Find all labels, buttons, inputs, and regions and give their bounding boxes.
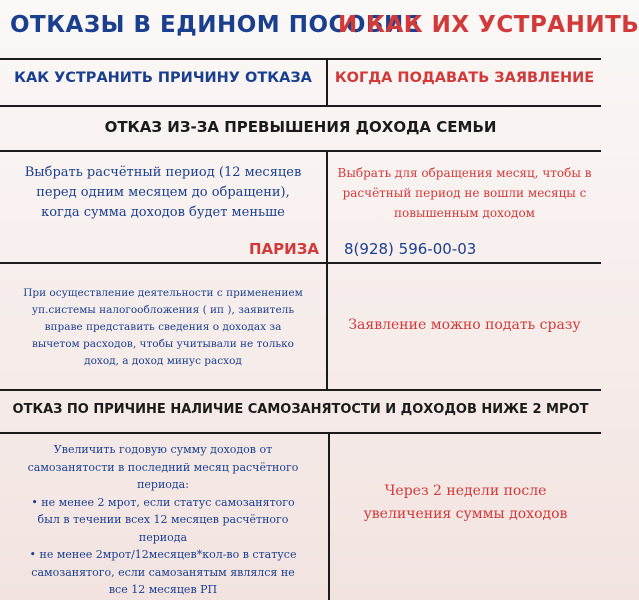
section1-row1-left-line: когда сумма доходов будет меньше [41, 205, 285, 220]
section1-heading: ОТКАЗ ИЗ-ЗА ПРЕВЫШЕНИЯ ДОХОДА СЕМЬИ [104, 118, 497, 136]
section2-right [330, 480, 601, 526]
section1-row2-left-line: вычетом расходов, чтобы учитывали не только [31, 338, 295, 350]
section2-left-line: • не менее 2мрот/12месяцев*кол-во в статусе [29, 548, 297, 561]
section1-row2-left-line: При осуществление деятельности с применением [23, 287, 303, 299]
column-header-right: КОГДА ПОДАВАТЬ ЗАЯВЛЕНИЕ [334, 70, 595, 86]
section1-row1-left-line: Выбрать расчётный период (12 месяцев [24, 165, 302, 180]
section1-row2-right: Заявление можно подать сразу [348, 317, 581, 333]
divider-section2-top [0, 389, 601, 391]
title-part-2: И КАК ИХ УСТРАНИТЬ [338, 12, 639, 38]
section2-heading: ОТКАЗ ПО ПРИЧИНЕ НАЛИЧИЕ САМОЗАНЯТОСТИ И ДОХОДОВ НИЖЕ 2 МРОТ [12, 402, 589, 417]
contact-phone[interactable]: 8(928) 596-00-03 [344, 240, 477, 258]
divider-top [0, 58, 601, 60]
section2-left [2, 441, 324, 599]
divider-row2 [0, 262, 601, 264]
section2-right-line: Через 2 недели после [384, 483, 547, 499]
section2-left-line: все 12 месяцев РП [108, 583, 218, 596]
section1-row1-left [4, 163, 322, 223]
divider-section2-heading [0, 432, 601, 434]
section2-left-line: самозанятости в последний месяц расчётного [27, 460, 299, 474]
section2-left-line: • не менее 2 мрот, если статус самозанятого [31, 495, 295, 509]
section1-row1-right-line: Выбрать для обращения месяц, чтобы в [337, 166, 592, 180]
column-header-left: КАК УСТРАНИТЬ ПРИЧИНУ ОТКАЗА [14, 70, 312, 86]
divider-section1-heading [0, 150, 601, 152]
section1-row1-left-line: перед одним месяцем до обращени), [36, 185, 290, 200]
title-part-1: ОТКАЗЫ В ЕДИНОМ ПОСОБИЕ [10, 12, 420, 38]
section2-left-line: периода [138, 530, 188, 544]
section1-row1-right [328, 163, 601, 223]
section2-left-line: периода: [137, 478, 189, 491]
section1-row2-left [4, 285, 322, 370]
section1-row1-right-line: расчётный период не вошли месяцы с [342, 186, 587, 200]
section1-row2-left-line: уп.системы налогообложения ( ип ), заявитель [31, 304, 295, 316]
section2-left-line: самозанятого, если самозанятым являлся не [31, 565, 295, 579]
section2-left-line: был в течении всех 12 месяцев расчётного [37, 513, 289, 526]
page-title [0, 8, 639, 48]
divider-columns-bottom [0, 105, 601, 107]
section1-row1-right-line: повышенным доходом [393, 206, 536, 220]
section1-row2-left-line: доход, а доход минус расход [84, 355, 242, 367]
section1-row2-left-line: вправе представить сведения о доходах за [44, 321, 282, 333]
section2-left-line: Увеличить годовую сумму доходов от [53, 443, 273, 456]
section2-right-line: увеличения суммы доходов [363, 506, 568, 522]
contact-name: ПАРИЗА [249, 240, 319, 258]
